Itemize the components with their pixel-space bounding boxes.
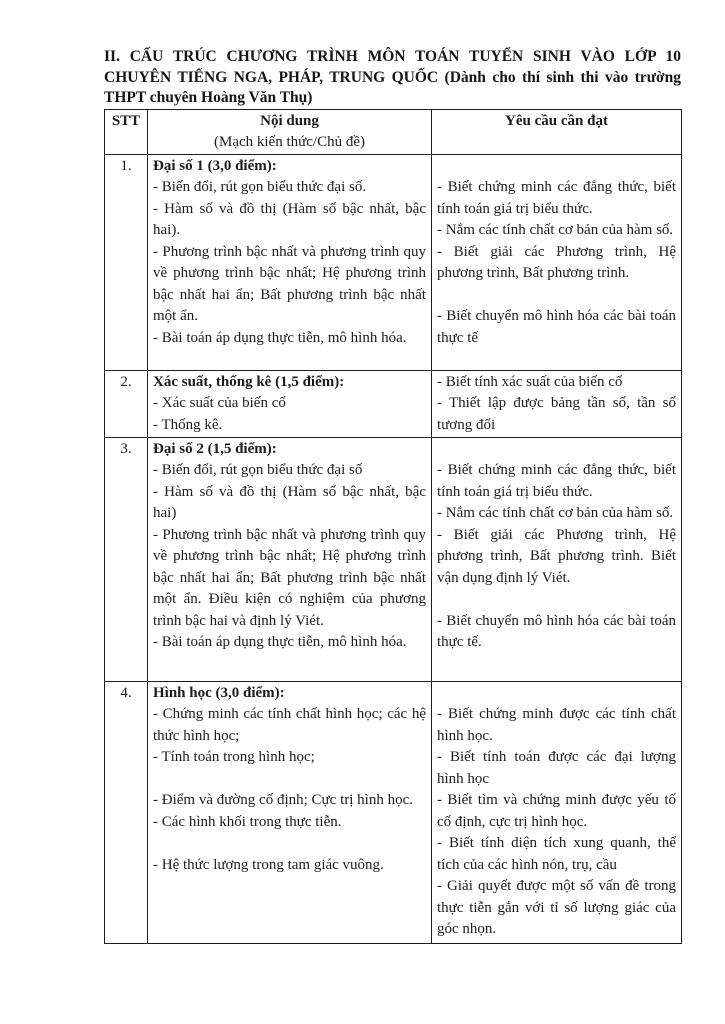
header-row (105, 109, 682, 154)
noi-dung-cell (148, 681, 432, 943)
section-heading: Hình học (3,0 điểm): (153, 684, 285, 701)
noi-dung-cell (148, 437, 432, 681)
col-header-yeu-cau: Yêu cầu cần đạt (432, 109, 682, 154)
content-paragraph: - Biết tính toán được các đại lượng hình học (437, 749, 676, 787)
content-paragraph (437, 156, 676, 178)
col-header-noi-dung-label: Nội dung (260, 112, 319, 129)
content-paragraph: - Giải quyết được một số vấn đề trong thực tiễn gắn với tỉ số lượng giác của góc nhọn. (437, 878, 676, 937)
content-paragraph: - Nắm các tính chất cơ bản của hàm số. (437, 222, 674, 238)
content-paragraph: - Biết chứng minh được các tính chất hình học. (437, 706, 676, 744)
section-heading: Đại số 1 (3,0 điểm): (153, 157, 277, 174)
table-row-xac-suat-thong-ke (105, 370, 682, 437)
content-paragraph: - Biết chuyển mô hình hóa các bài toán thực tế. (437, 612, 676, 650)
content-paragraph: - Phương trình bậc nhất và phương trình quy về phương trình bậc nhất; Hệ phương trình bậc nhất hai ẩn; Bất phương trình bậc nhất một ẩn. Điều kiện có nghiệm của phương trình bậc hai và định lý Viét. (153, 526, 426, 629)
noi-dung-cell (148, 154, 432, 370)
content-paragraph: - Biết chuyển mô hình hóa các bài toán thực tế (437, 308, 676, 346)
title-line-2: CHUYÊN TIẾNG NGA, PHÁP, TRUNG QUỐC (Dành cho thí sinh thi vào trường (104, 68, 681, 86)
content-paragraph (153, 769, 426, 791)
content-paragraph: - Bài toán áp dụng thực tiễn, mô hình hóa. (153, 634, 407, 650)
section-heading: Xác suất, thống kê (1,5 điểm): (153, 373, 345, 390)
title-line-1: II. CẤU TRÚC CHƯƠNG TRÌNH MÔN TOÁN TUYỂN SINH VÀO LỚP 10 (104, 48, 681, 65)
col-header-noi-dung-sublabel: (Mạch kiến thức/Chủ đề) (213, 134, 365, 150)
row-number: 3. (105, 437, 148, 681)
document-content (104, 47, 681, 944)
row-number: 2. (105, 370, 148, 437)
col-header-noi-dung (148, 109, 432, 154)
content-paragraph: - Thiết lập được bảng tần số, tần số tương đối (437, 395, 676, 433)
noi-dung-cell (148, 370, 432, 437)
content-paragraph: - Tính toán trong hình học; (153, 749, 315, 765)
content-paragraph (437, 683, 676, 705)
yeu-cau-cell (432, 437, 682, 681)
content-paragraph: - Nắm các tính chất cơ bản của hàm số. (437, 505, 674, 521)
content-paragraph: - Các hình khối trong thực tiễn. (153, 813, 342, 830)
table-header (105, 109, 682, 154)
content-paragraph: - Biết giải các Phương trình, Hệ phương trình, Bất phương trình. Biết vận dụng định lý Viét. (437, 526, 676, 586)
yeu-cau-cell (432, 370, 682, 437)
content-paragraph: - Xác suất của biến cố (153, 395, 286, 411)
content-paragraph: - Biến đổi, rút gọn biểu thức đại số (153, 462, 363, 478)
content-paragraph: - Biết tính xác suất của biến cố (437, 373, 623, 390)
content-paragraph: - Biến đổi, rút gọn biểu thức đại số. (153, 179, 367, 195)
table-row-dai-so-2 (105, 437, 682, 681)
table-row-dai-so-1 (105, 154, 682, 370)
content-paragraph: - Biết chứng minh các đẳng thức, biết tính toán giá trị biểu thức. (437, 179, 676, 217)
section-heading: Đại số 2 (1,5 điểm): (153, 440, 277, 457)
table-row-hinh-hoc (105, 681, 682, 943)
content-paragraph: - Chứng minh các tính chất hình học; các hệ thức hình học; (153, 706, 426, 744)
row-number: 1. (105, 154, 148, 370)
content-paragraph: - Hàm số và đồ thị (Hàm số bậc nhất, bậc hai) (153, 483, 426, 521)
content-paragraph (437, 589, 676, 611)
content-paragraph: - Hệ thức lượng trong tam giác vuông. (153, 856, 384, 873)
content-paragraph: - Hàm số và đồ thị (Hàm số bậc nhất, bậc hai). (153, 200, 426, 238)
row-number: 4. (105, 681, 148, 943)
content-paragraph: - Thống kê. (153, 416, 223, 433)
content-paragraph: - Biết chứng minh các đẳng thức, biết tính toán giá trị biểu thức. (437, 462, 676, 500)
title-line-3: THPT chuyên Hoàng Văn Thụ) (104, 89, 313, 106)
content-paragraph: - Điểm và đường cố định; Cực trị hình học. (153, 792, 413, 808)
content-paragraph: - Bài toán áp dụng thực tiễn, mô hình hóa. (153, 329, 407, 346)
content-paragraph: - Biết tìm và chứng minh được yếu tố cố định, cực trị hình học. (437, 792, 676, 830)
content-paragraph: - Biết giải các Phương trình, Hệ phương trình, Bất phương trình. (437, 243, 676, 281)
yeu-cau-cell (432, 681, 682, 943)
curriculum-table (104, 109, 682, 944)
document-title (104, 47, 681, 109)
col-header-stt: STT (105, 109, 148, 154)
content-paragraph: - Phương trình bậc nhất và phương trình quy về phương trình bậc nhất; Hệ phương trình bậc nhất hai ẩn; Bất phương trình bậc nhất một ẩn. (153, 243, 426, 324)
content-paragraph (437, 285, 676, 307)
content-paragraph: - Biết tính diện tích xung quanh, thể tích của các hình nón, trụ, cầu (437, 835, 676, 873)
content-paragraph (153, 833, 426, 855)
yeu-cau-cell (432, 154, 682, 370)
content-paragraph (437, 439, 676, 461)
